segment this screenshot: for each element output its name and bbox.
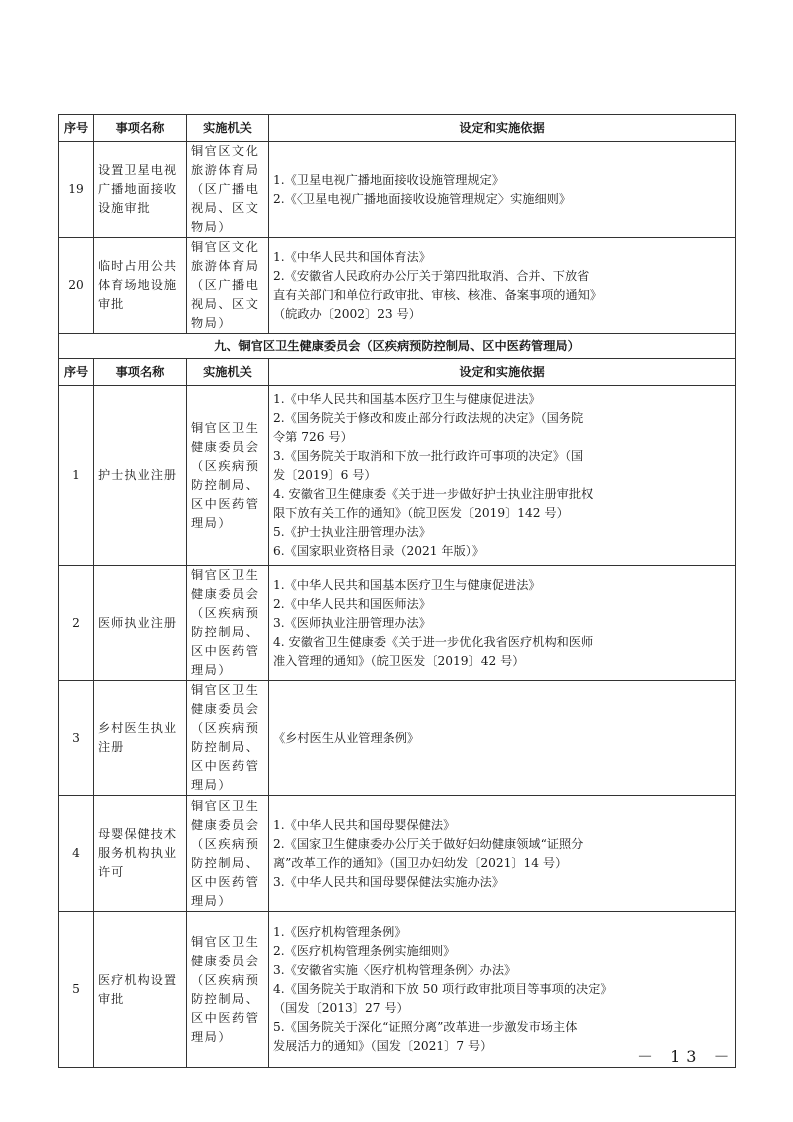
header-num: 序号 xyxy=(59,115,94,142)
page-number: － 13 － xyxy=(637,1047,736,1066)
legal-basis-line: 4.《国务院关于取消和下放 50 项行政审批项目等事项的决定》 xyxy=(273,982,613,996)
approval-items-table xyxy=(58,114,736,1068)
legal-basis-line: （国发〔2013〕27 号） xyxy=(273,1001,409,1015)
legal-basis-line: 发展活力的通知》（国发〔2021〕7 号） xyxy=(273,1039,493,1053)
section-row xyxy=(59,334,736,359)
legal-basis-line: 2.《〈卫星电视广播地面接收设施管理规定〉实施细则》 xyxy=(273,191,572,206)
legal-basis-line: 《乡村医生从业管理条例》 xyxy=(273,730,420,745)
legal-basis-line: 2.《国务院关于修改和废止部分行政法规的决定》（国务院 xyxy=(273,411,584,425)
implementing-agency: 铜官区文化旅游体育局（区广播电视局、区文物局） xyxy=(187,142,269,238)
legal-basis-line: 3.《医师执业注册管理办法》 xyxy=(273,615,431,630)
item-name: 护士执业注册 xyxy=(94,386,187,566)
legal-basis-line: 直有关部门和单位行政审批、审核、核准、备案事项的通知》 xyxy=(273,287,603,302)
legal-basis xyxy=(269,142,736,238)
section-b-header-row xyxy=(59,359,736,386)
legal-basis-line: 发〔2019〕6 号） xyxy=(273,468,377,482)
item-name: 医疗机构设置审批 xyxy=(94,912,187,1068)
table-row xyxy=(59,796,736,912)
legal-basis xyxy=(269,566,736,681)
header-org: 实施机关 xyxy=(187,359,269,386)
item-number: 2 xyxy=(59,566,94,681)
item-number: 3 xyxy=(59,681,94,796)
legal-basis xyxy=(269,238,736,334)
header-name: 事项名称 xyxy=(94,115,187,142)
legal-basis-line: 5.《护士执业注册管理办法》 xyxy=(273,525,431,539)
section-title: 九、铜官区卫生健康委员会（区疾病预防控制局、区中医药管理局） xyxy=(59,334,736,359)
item-name: 临时占用公共体育场地设施审批 xyxy=(94,238,187,334)
legal-basis-line: 3.《中华人民共和国母婴保健法实施办法》 xyxy=(273,874,505,889)
table-row xyxy=(59,912,736,1068)
item-name: 医师执业注册 xyxy=(94,566,187,681)
item-number: 20 xyxy=(59,238,94,334)
legal-basis-line: 1.《中华人民共和国基本医疗卫生与健康促进法》 xyxy=(273,392,541,406)
table-row xyxy=(59,681,736,796)
legal-basis-line: 3.《国务院关于取消和下放一批行政许可事项的决定》（国 xyxy=(273,449,584,463)
item-name: 设置卫星电视广播地面接收设施审批 xyxy=(94,142,187,238)
table-row xyxy=(59,386,736,566)
header-basis: 设定和实施依据 xyxy=(269,359,736,386)
legal-basis-line: 限下放有关工作的通知》（皖卫医发〔2019〕142 号） xyxy=(273,506,569,520)
item-number: 5 xyxy=(59,912,94,1068)
header-name: 事项名称 xyxy=(94,359,187,386)
table-row xyxy=(59,238,736,334)
table-row xyxy=(59,566,736,681)
legal-basis xyxy=(269,681,736,796)
implementing-agency: 铜官区卫生健康委员会（区疾病预防控制局、区中医药管理局） xyxy=(187,386,269,566)
legal-basis-line: 4. 安徽省卫生健康委《关于进一步优化我省医疗机构和医师 xyxy=(273,634,594,649)
legal-basis-line: 3.《安徽省实施〈医疗机构管理条例〉办法》 xyxy=(273,963,517,977)
legal-basis-line: 4. 安徽省卫生健康委《关于进一步做好护士执业注册审批权 xyxy=(273,487,594,501)
legal-basis-line: 2.《安徽省人民政府办公厅关于第四批取消、合并、下放省 xyxy=(273,268,590,283)
legal-basis-line: 1.《中华人民共和国母婴保健法》 xyxy=(273,817,456,832)
header-basis: 设定和实施依据 xyxy=(269,115,736,142)
legal-basis-line: 2.《国家卫生健康委办公厅关于做好妇幼健康领域“证照分 xyxy=(273,836,584,851)
item-number: 1 xyxy=(59,386,94,566)
implementing-agency: 铜官区文化旅游体育局（区广播电视局、区文物局） xyxy=(187,238,269,334)
item-number: 19 xyxy=(59,142,94,238)
legal-basis-line: 6.《国家职业资格目录（2021 年版）》 xyxy=(273,544,485,558)
legal-basis-line: 2.《医疗机构管理条例实施细则》 xyxy=(273,944,456,958)
implementing-agency: 铜官区卫生健康委员会（区疾病预防控制局、区中医药管理局） xyxy=(187,681,269,796)
legal-basis-line: 准入管理的通知》（皖卫医发〔2019〕42 号） xyxy=(273,653,525,668)
implementing-agency: 铜官区卫生健康委员会（区疾病预防控制局、区中医药管理局） xyxy=(187,796,269,912)
legal-basis xyxy=(269,796,736,912)
implementing-agency: 铜官区卫生健康委员会（区疾病预防控制局、区中医药管理局） xyxy=(187,566,269,681)
header-num: 序号 xyxy=(59,359,94,386)
legal-basis-line: 1.《卫星电视广播地面接收设施管理规定》 xyxy=(273,172,505,187)
legal-basis xyxy=(269,386,736,566)
table-row xyxy=(59,142,736,238)
implementing-agency: 铜官区卫生健康委员会（区疾病预防控制局、区中医药管理局） xyxy=(187,912,269,1068)
legal-basis-line: 1.《中华人民共和国基本医疗卫生与健康促进法》 xyxy=(273,577,541,592)
legal-basis-line: 1.《中华人民共和国体育法》 xyxy=(273,249,431,264)
legal-basis-line: 离”改革工作的通知》（国卫办妇幼发〔2021〕14 号） xyxy=(273,855,568,870)
legal-basis-line: 2.《中华人民共和国医师法》 xyxy=(273,596,431,611)
header-org: 实施机关 xyxy=(187,115,269,142)
item-name: 乡村医生执业注册 xyxy=(94,681,187,796)
item-name: 母婴保健技术服务机构执业许可 xyxy=(94,796,187,912)
legal-basis-line: （皖政办〔2002〕23 号） xyxy=(273,306,421,321)
legal-basis-line: 令第 726 号） xyxy=(273,430,353,444)
item-number: 4 xyxy=(59,796,94,912)
legal-basis-line: 5.《国务院关于深化“证照分离”改革进一步激发市场主体 xyxy=(273,1020,578,1034)
section-a-header-row xyxy=(59,115,736,142)
legal-basis-line: 1.《医疗机构管理条例》 xyxy=(273,925,407,939)
